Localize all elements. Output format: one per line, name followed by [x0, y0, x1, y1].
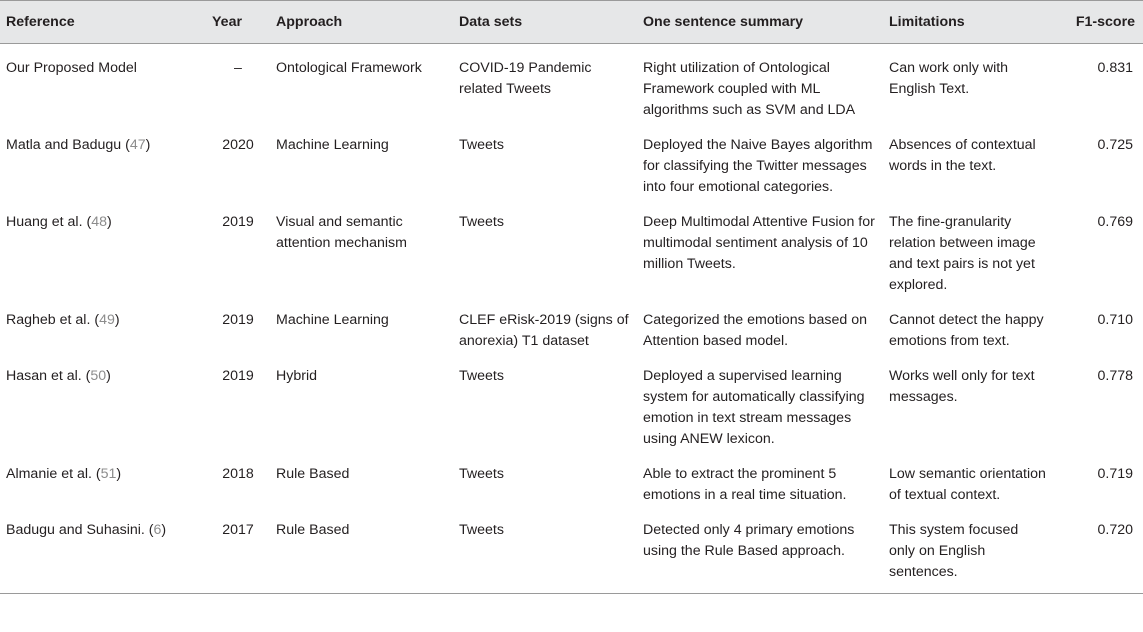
header-row [0, 1, 1143, 44]
cell-f1-score: 0.719 [1097, 466, 1133, 482]
cell-approach: Machine Learning [276, 312, 389, 328]
cell-limitations: Can work only with English Text. [889, 60, 1009, 97]
reference-suffix: ) [106, 214, 112, 230]
reference-suffix: ) [114, 312, 120, 328]
reference-text: Ragheb et al. ( [6, 312, 100, 328]
cell-datasets: Tweets [459, 466, 504, 482]
cell-summary: Deep Multimodal Attentive Fusion for multimodal sentiment analysis of 10 million Tweets. [643, 214, 875, 272]
cell-summary: Deployed the Naive Bayes algorithm for classifying the Twitter messages into four emotional categories. [643, 137, 873, 195]
cell-reference [0, 450, 206, 506]
table-row [0, 352, 1143, 450]
header-year: Year [206, 1, 270, 44]
cell-f1-score: 0.831 [1097, 60, 1133, 76]
cell-approach: Rule Based [270, 506, 453, 594]
cell-summary: Detected only 4 primary emotions using the Rule Based approach. [637, 506, 883, 594]
header-approach: Approach [270, 1, 453, 44]
reference-text: Hasan et al. ( [6, 368, 91, 384]
cell-approach: Rule Based [276, 466, 350, 482]
cell-f1-score: 0.720 [1053, 506, 1143, 594]
cell-reference [0, 121, 206, 198]
cell-datasets: COVID-19 Pandemic related Tweets [459, 60, 592, 97]
cell-year: 2017 [206, 506, 270, 594]
cell-year: – [234, 60, 242, 76]
cell-datasets: Tweets [459, 214, 504, 230]
reference-suffix: ) [145, 137, 151, 153]
cell-approach: Ontological Framework [276, 60, 422, 76]
cell-reference [0, 198, 206, 296]
cell-summary: Categorized the emotions based on Attention based model. [643, 312, 867, 349]
cell-year: 2020 [222, 137, 254, 153]
table-row [0, 450, 1143, 506]
cell-reference [0, 506, 206, 594]
cell-f1-score: 0.710 [1097, 312, 1133, 328]
header-reference: Reference [0, 1, 206, 44]
cell-f1-score: 0.725 [1097, 137, 1133, 153]
header-datasets: Data sets [453, 1, 637, 44]
cell-datasets: CLEF eRisk-2019 (signs of anorexia) T1 dataset [459, 312, 629, 349]
cell-reference [0, 352, 206, 450]
reference-text: Badugu and Suhasini. ( [6, 522, 154, 538]
cell-f1-score: 0.769 [1097, 214, 1133, 230]
table-row [0, 198, 1143, 296]
table-row [0, 506, 1143, 594]
cell-summary: Right utilization of Ontological Framework coupled with ML algorithms such as SVM and LDA [643, 60, 856, 118]
table-body [0, 44, 1143, 594]
citation-link[interactable]: 50 [90, 368, 107, 384]
cell-year: 2018 [222, 466, 254, 482]
cell-datasets: Tweets [453, 506, 637, 594]
cell-year: 2019 [222, 214, 254, 230]
cell-limitations: This system focused only on English sentences. [883, 506, 1053, 594]
reference-suffix: ) [161, 522, 167, 538]
cell-limitations: Absences of contextual words in the text. [889, 137, 1036, 174]
table-row [0, 44, 1143, 122]
citation-link[interactable]: 6 [153, 522, 162, 538]
cell-limitations: Works well only for text messages. [889, 368, 1035, 405]
reference-text: Almanie et al. ( [6, 466, 101, 482]
reference-suffix: ) [106, 368, 111, 384]
reference-suffix: ) [116, 466, 122, 482]
citation-link[interactable]: 47 [129, 137, 146, 153]
cell-reference [0, 44, 206, 122]
citation-link[interactable]: 48 [91, 214, 107, 230]
header-summary: One sentence summary [637, 1, 883, 44]
cell-approach: Visual and semantic attention mechanism [276, 214, 407, 251]
cell-datasets: Tweets [459, 137, 504, 153]
cell-approach: Machine Learning [276, 137, 389, 153]
reference-text: Huang et al. ( [6, 214, 92, 230]
citation-link[interactable]: 49 [99, 312, 115, 328]
cell-limitations: Cannot detect the happy emotions from text. [889, 312, 1044, 349]
cell-summary: Deployed a supervised learning system for automatically classifying emotion in text stream messages using ANEW lexicon. [643, 368, 865, 447]
reference-text: Matla and Badugu ( [6, 137, 130, 153]
cell-datasets: Tweets [459, 368, 504, 384]
table-header [0, 1, 1143, 44]
citation-link[interactable]: 51 [100, 466, 117, 482]
cell-summary: Able to extract the prominent 5 emotions in a real time situation. [643, 466, 847, 503]
cell-f1-score: 0.778 [1097, 368, 1133, 384]
cell-year: 2019 [222, 368, 254, 384]
cell-reference [0, 296, 206, 352]
cell-approach: Hybrid [276, 368, 317, 384]
cell-year: 2019 [222, 312, 254, 328]
reference-text: Our Proposed Model [6, 60, 137, 76]
table-row [0, 121, 1143, 198]
cell-limitations: Low semantic orientation of textual context. [889, 466, 1046, 503]
header-f1-score: F1-score [1053, 1, 1143, 44]
header-limitations: Limitations [883, 1, 1053, 44]
table-row [0, 296, 1143, 352]
cell-limitations: The fine-granularity relation between image and text pairs is not yet explored. [889, 214, 1036, 293]
